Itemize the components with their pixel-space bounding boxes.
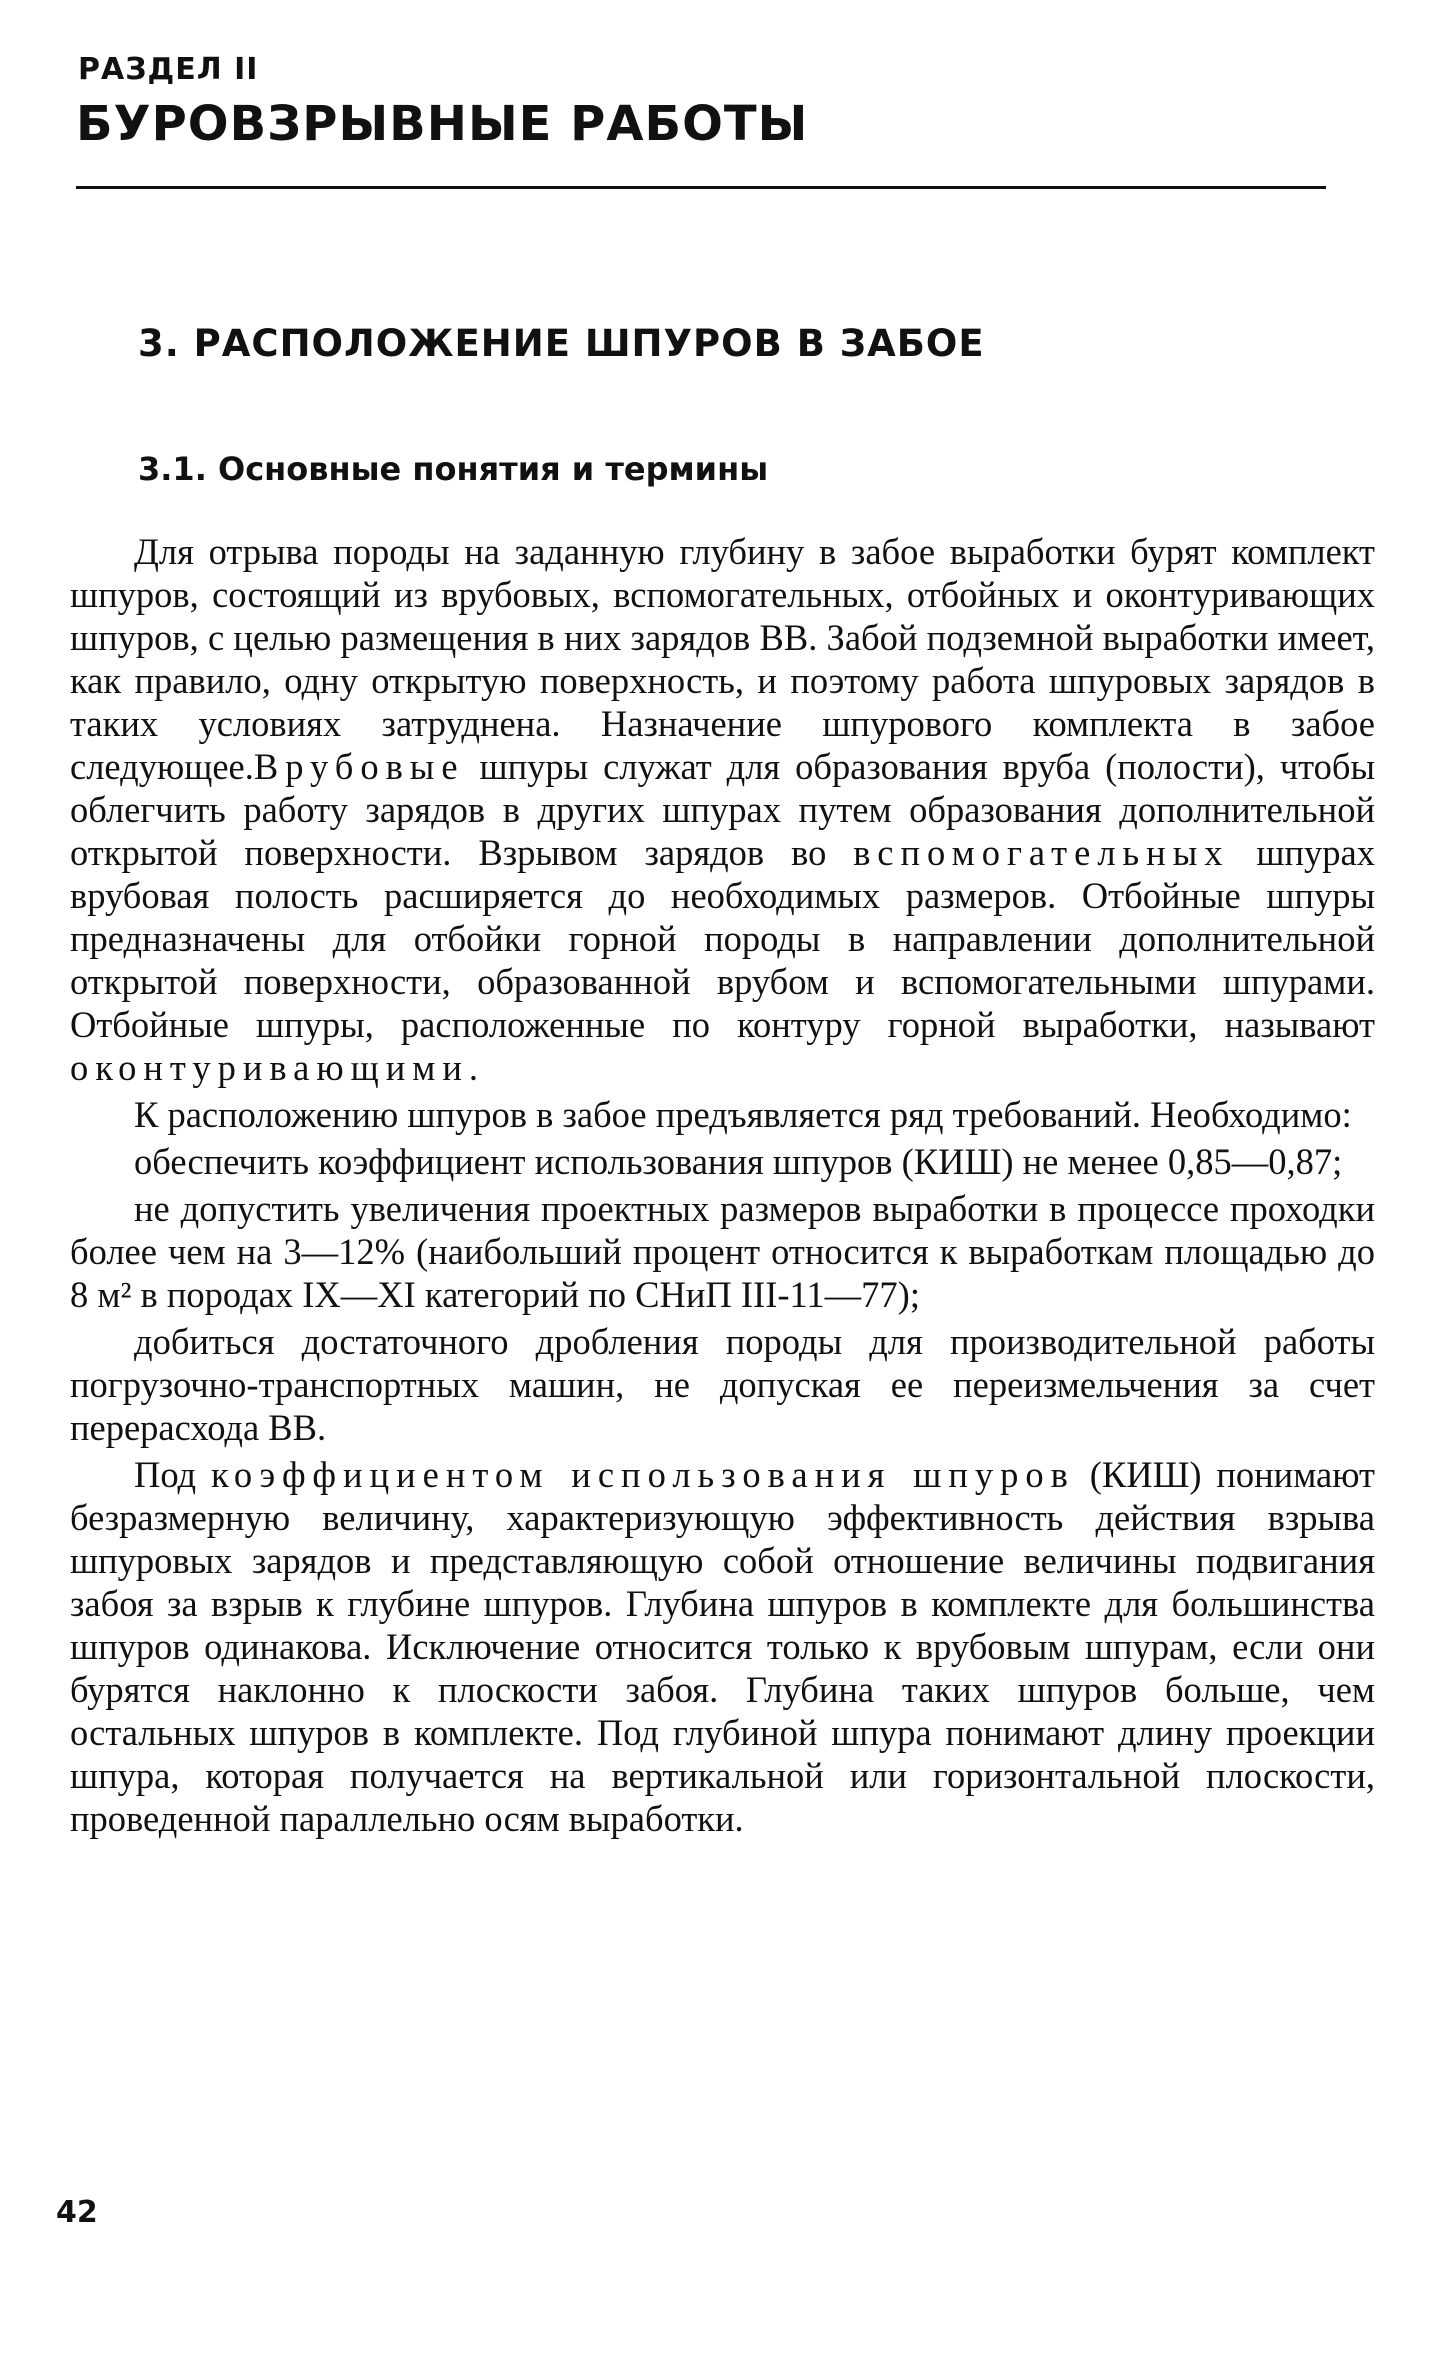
paragraph-4: не допустить увеличения проектных размеров выработки в процессе проходки более чем на 3—12% (наибольший процент относится к выработкам площадью до 8 м² в породах IX—XI категорий по СНиП III-11—77); <box>70 1188 1375 1315</box>
body-text <box>70 530 1375 1844</box>
p1-text-e: шпурах врубовая полость расширяется до необходимых размеров. Отбойные шпуры предназначены для отбойки горной породы в направлении дополнительной открытой поверхности, образованной врубом и вспомогательными шпурами. Отбойные шпуры, расположенные по контуру горной выработки, называют <box>70 832 1376 1045</box>
p1-term-cut: Врубовые <box>253 746 465 787</box>
paragraph-2: К расположению шпуров в забое предъявляется ряд требований. Необходимо: <box>134 1094 1352 1135</box>
title-divider <box>76 186 1326 189</box>
paragraph-6 <box>70 1453 1375 1840</box>
p6-text-c: (КИШ) понимают безразмерную величину, характеризующую эффективность действия взрыва шпуровых зарядов и представляющую собой отношение величины подвигания забоя за взрыв к глубине шпуров. Глубина шпуров в комплекте для большинства шпуров одинакова. Исключение относится только к врубовым шпурам, если они бурятся наклонно к плоскости забоя. Глубина таких шпуров больше, чем остальных шпуров в комплекте. Под глубиной шпура понимают длину проекции шпура, которая получается на вертикальной или горизонтальной плоскости, проведенной параллельно осям выработки. <box>70 1454 1375 1839</box>
paragraph-3: обеспечить коэффициент использования шпуров (КИШ) не менее 0,85—0,87; <box>134 1141 1343 1182</box>
subsection-title: 3.1. Основные понятия и термины <box>138 450 769 488</box>
p6-text-a: Под <box>134 1454 211 1495</box>
section-title: БУРОВЗРЫВНЫЕ РАБОТЫ <box>76 96 809 152</box>
p1-term-auxiliary: вспомогательных <box>853 832 1230 873</box>
p1-text-c: шпуры служат для образования вруба (полости), чтобы облегчить работу зарядов в других шпурах путем образования дополнительной открытой поверхности. Взрывом зарядов во <box>70 746 1375 873</box>
chapter-title: 3. РАСПОЛОЖЕНИЕ ШПУРОВ В ЗАБОЕ <box>138 322 985 365</box>
p1-term-contour: оконтуривающими. <box>70 1047 486 1088</box>
paragraph-5: добиться достаточного дробления породы для производительной работы погрузочно-транспортных машин, не допуская ее переизмельчения за счет перерасхода ВВ. <box>70 1321 1375 1448</box>
p6-term-kish: коэффициентом использования шпуров <box>210 1454 1075 1495</box>
p1-text-a: Для отрыва породы на заданную глубину в забое выработки бурят комплект шпуров, состоящий из врубовых, вспомогательных, отбойных и оконтуривающих шпуров, с целью размещения в них зарядов ВВ. Забой подземной выработки имеет, как правило, одну открытую поверхность, и поэтому работа шпуровых зарядов в таких условиях затруднена. Назначение шпурового комплекта в забое следующее. <box>70 531 1375 787</box>
page-number: 42 <box>56 2195 98 2230</box>
paragraph-1 <box>70 530 1375 1089</box>
section-label: РАЗДЕЛ II <box>78 52 259 87</box>
